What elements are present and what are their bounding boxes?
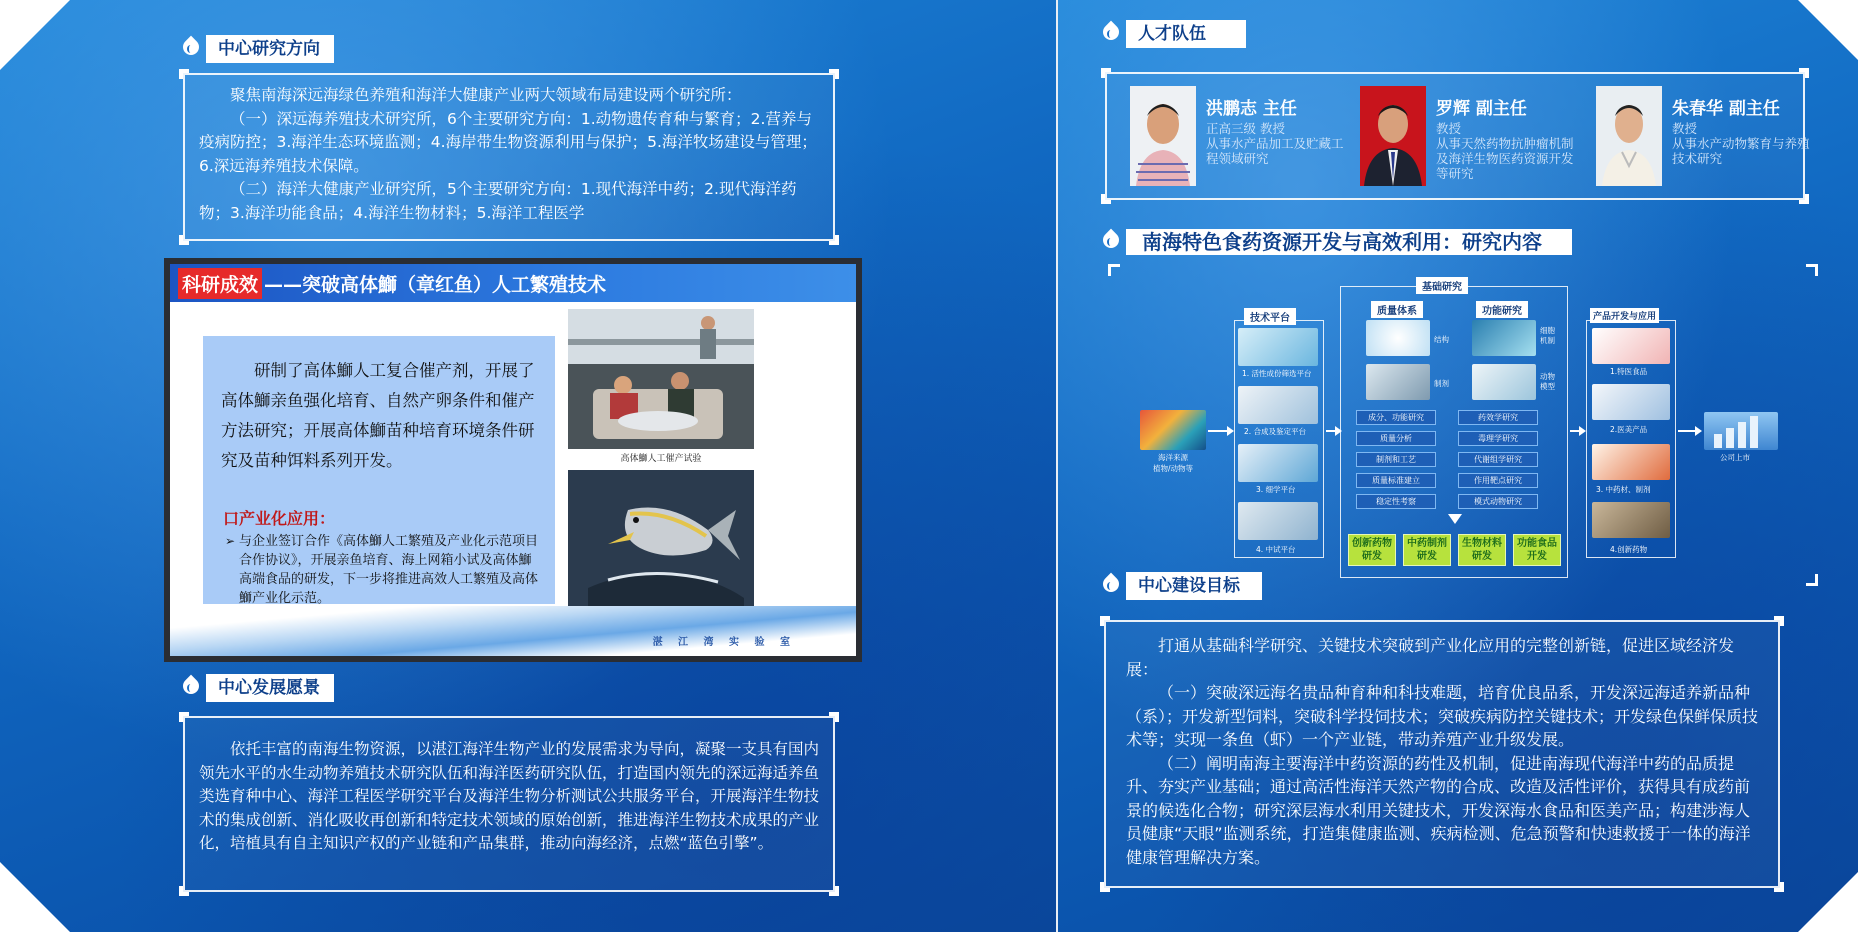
quality-item: 制剂和工艺 [1356, 452, 1436, 467]
staff-member [1360, 86, 1576, 186]
quality-head: 质量体系 [1371, 301, 1423, 318]
product-image [1592, 444, 1670, 480]
application-text: ➢ 与企业签订合作《高体鰤人工繁殖及产业化示范项目合作协议》，开展亲鱼培育、海上网箱小试及高体鰤高端食品的研发，下一步将推进高效人工繁殖及高体鰤产业化示范。 [225, 532, 543, 608]
vision-frame [183, 716, 835, 892]
section-title: 中心建设目标 [1126, 572, 1262, 600]
marine-source-image [1140, 410, 1206, 450]
product-image [1592, 328, 1670, 364]
column-head: 技术平台 [1244, 308, 1296, 325]
application-heading: 口产业化应用： [223, 509, 336, 528]
staff-member [1596, 86, 1812, 186]
section-title: 南海特色食药资源开发与高效利用：研究内容 [1126, 229, 1572, 255]
column-head: 产品开发与应用 [1590, 308, 1659, 323]
paragraph: （二）海洋大健康产业研究所，5个主要研究方向：1.现代海洋中药；2.现代海洋药物；3.海洋功能食品；4.海洋生物材料；5.海洋工程医学 [199, 180, 797, 222]
card-header [170, 264, 856, 302]
bracket [1806, 264, 1818, 276]
water-drop-icon [1100, 228, 1122, 256]
portrait-photo [1596, 86, 1662, 186]
arrow [1208, 430, 1232, 432]
paragraph: 聚焦南海深远海绿色养殖和海洋大健康产业两大领域布局建设两个研究所： [230, 86, 742, 104]
research-direction-heading [180, 35, 334, 63]
water-drop-icon [1100, 20, 1122, 48]
platform-label: 4. 中试平台 [1256, 545, 1296, 554]
bracket [1108, 264, 1120, 276]
dev-box: 中药制剂研发 [1403, 534, 1451, 566]
spawning-trial-photo [568, 309, 754, 449]
platform-image [1238, 502, 1318, 540]
cell-image [1472, 320, 1536, 356]
corner-cut [1798, 872, 1858, 932]
function-item: 毒理学研究 [1458, 431, 1538, 446]
lab-name: 湛 江 湾 实 验 室 [652, 637, 796, 648]
platform-label: 3. 细学平台 [1256, 485, 1296, 494]
product-image [1592, 502, 1670, 538]
card-footer-wave [170, 606, 856, 656]
corner-cut [0, 862, 70, 932]
paragraph: （一）深远海养殖技术研究所，6个主要研究方向：1.动物遗传育种与繁育；2.营养与疫病防控；3.海洋生态环境监测；4.海岸带生物资源利用与保护；5.海洋牧场建设与管理；6.深远海养殖技术保障。 [199, 109, 817, 175]
platform-image [1238, 328, 1318, 366]
paragraph: 打通从基础科学研究、关键技术突破到产业化应用的完整创新链，促进区域经济发展： [1126, 636, 1735, 679]
column-head: 基础研究 [1416, 277, 1468, 294]
staff-name: 朱春华 副主任 [1672, 99, 1780, 119]
arrow [1678, 430, 1700, 432]
section-title: 中心发展愿景 [206, 674, 334, 702]
water-drop-icon [180, 674, 202, 702]
quality-tag: 制剂 [1434, 379, 1449, 388]
quality-item: 成分、功能研究 [1356, 410, 1436, 425]
portrait-photo [1360, 86, 1426, 186]
staff-description: 正高三级 教授 从事水产品加工及贮藏工程领域研究 [1206, 121, 1344, 166]
function-item: 作用靶点研究 [1458, 473, 1538, 488]
research-direction-frame [183, 73, 835, 241]
platform-label: 1. 活性成份筛选平台 [1242, 369, 1312, 378]
product-label: 2.医美产品 [1610, 425, 1648, 434]
portrait-photo [1130, 86, 1196, 186]
corner-cut [0, 0, 70, 70]
vision-heading [180, 674, 334, 702]
platform-image [1238, 444, 1318, 482]
platform-label: 2. 合成及鉴定平台 [1244, 427, 1307, 436]
quality-tag: 结构 [1434, 335, 1449, 344]
structure-image [1366, 320, 1430, 356]
goals-heading [1100, 572, 1262, 600]
water-drop-icon [1100, 572, 1122, 600]
down-arrow-icon [1448, 514, 1462, 524]
formulation-image [1366, 364, 1430, 400]
quality-item: 质量标准建立 [1356, 473, 1436, 488]
staff-description: 教授 从事天然药物抗肿瘤机制及海洋生物医药资源开发等研究 [1436, 121, 1574, 181]
product-label: 3. 中药材、制剂 [1596, 485, 1651, 494]
paragraph: （二）阐明南海主要海洋中药资源的药性及机制，促进南海现代海洋中药的品质提升、夯实产业基础；通过高活性海洋天然产物的合成、改造及活性评价，获得具有成药前景的候选化合物；研究深层海水利用关键技术，开发深海水食品和医美产品；构建涉海人员健康“天眼”监测系统，打造集健康监测、疾病检测、危急预警和快速救援于一体的海洋健康管理解决方案。 [1126, 753, 1751, 867]
dev-box: 功能食品开发 [1513, 534, 1561, 566]
function-tag: 动物模型 [1540, 372, 1555, 391]
source-label: 海洋来源 植物/动物等 [1152, 453, 1194, 473]
staff-name: 洪鹏志 主任 [1206, 99, 1297, 119]
arrow [1326, 430, 1340, 432]
dev-box: 创新药物研发 [1348, 534, 1396, 566]
paragraph: 依托丰富的南海生物资源，以湛江海洋生物产业的发展需求为导向，凝聚一支具有国内领先水平的水生动物养殖技术研究队伍和海洋医药研究队伍，打造国内领先的深远海适养鱼类选育种中心、海洋工程医学研究平台及海洋生物分析测试公共服务平台，开展海洋生物技术的集成创新、消化吸收再创新和特定技术领域的原始创新，推进海洋生物技术成果的产业化，培植具有自主知识产权的产业链和产品集群，推动向海经济，点燃“蓝色引擎”。 [199, 740, 820, 852]
section-title: 人才队伍 [1126, 20, 1246, 48]
content-heading [1100, 228, 1572, 256]
card-text-box [203, 336, 555, 604]
quality-item: 质量分析 [1356, 431, 1436, 446]
card-main-text: 研制了高体鰤人工复合催产剂，开展了高体鰤亲鱼强化培育、自然产卵条件和催产方法研究；开展高体鰤苗种培育环境条件研究及苗种饵料系列开发。 [221, 361, 535, 470]
corner-cut [1798, 0, 1858, 60]
right-panel [1058, 0, 1858, 932]
paragraph: （一）突破深远海名贵品种育种和科技难题，培育优良品系，开发深远海适养新品种（系）；开发新型饲料，突破科学投饲技术；突破疾病防控关键技术；开发绿色保鲜保质技术等；实现一条鱼（虾）一个产业链，带动养殖产业升级发展。 [1126, 683, 1759, 749]
listing-image [1704, 412, 1778, 450]
team-heading [1100, 20, 1246, 48]
water-drop-icon [180, 35, 202, 63]
research-result-card [170, 264, 856, 656]
function-head: 功能研究 [1476, 301, 1528, 318]
product-label: 1.特医食品 [1610, 367, 1648, 376]
platform-image [1238, 386, 1318, 424]
staff-member [1130, 86, 1346, 186]
card-tag: 科研成效 [178, 268, 262, 299]
bracket [1806, 574, 1818, 586]
function-item: 药效学研究 [1458, 410, 1538, 425]
dev-box: 生物材料研发 [1458, 534, 1506, 566]
function-tag: 细胞机制 [1540, 326, 1555, 345]
staff-name: 罗辉 副主任 [1436, 99, 1527, 119]
animal-model-image [1472, 364, 1536, 400]
section-title: 中心研究方向 [206, 35, 334, 63]
arrow [1570, 430, 1584, 432]
goals-frame [1104, 620, 1780, 888]
product-image [1592, 384, 1670, 420]
product-label: 4.创新药物 [1610, 545, 1648, 554]
amberjack-photo [568, 470, 754, 610]
card-title: ——突破高体鰤（章红鱼）人工繁殖技术 [264, 273, 607, 296]
photo-caption: 高体鰤人工催产试验 [620, 454, 702, 464]
listing-label: 公司上市 [1720, 453, 1750, 462]
quality-item: 稳定性考察 [1356, 494, 1436, 509]
function-item: 模式动物研究 [1458, 494, 1538, 509]
function-item: 代谢组学研究 [1458, 452, 1538, 467]
staff-description: 教授 从事水产动物繁育与养殖技术研究 [1672, 121, 1810, 166]
